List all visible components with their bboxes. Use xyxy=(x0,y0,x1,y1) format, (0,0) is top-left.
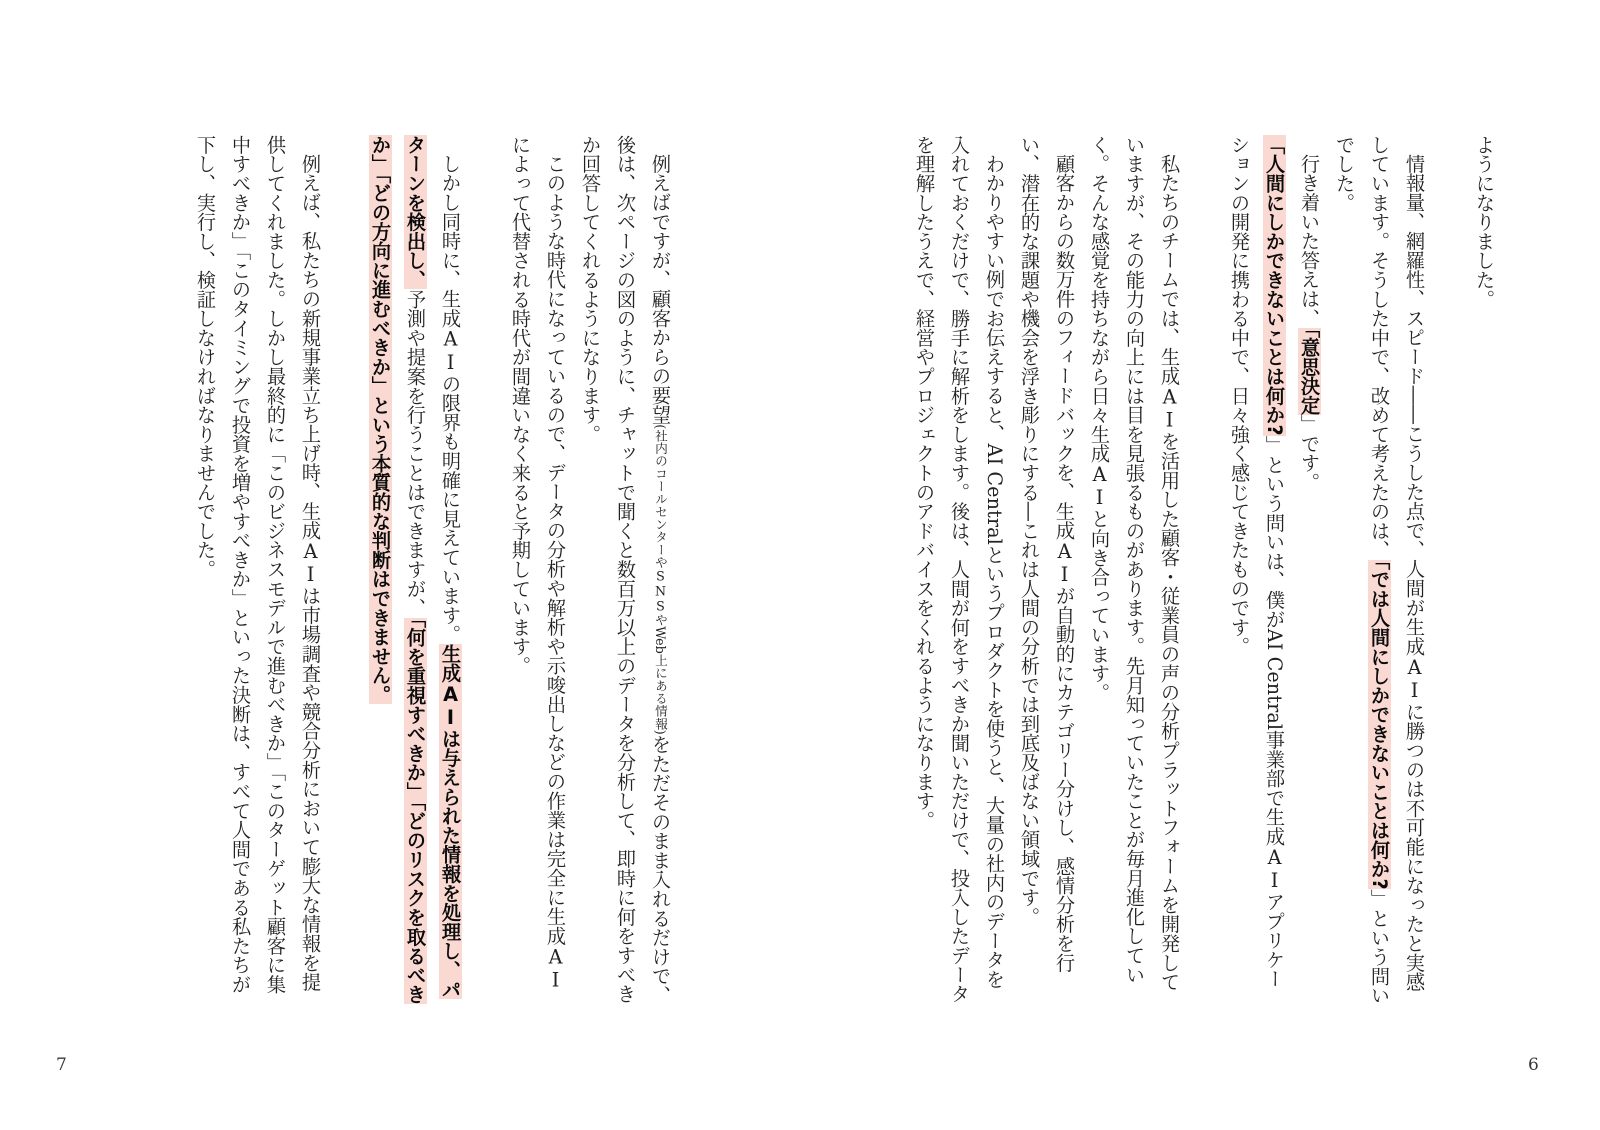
text-run: アプリケーションの開発に携わる中で、日々強く感じてきたものです。 xyxy=(1228,135,1286,989)
text-run: 情報量、網羅性、スピード――こうした点で、人間が生成 xyxy=(1403,154,1426,656)
text-run: このような時代になっているので、データの分析や解析や示唆出しなどの作業は完全に生成 xyxy=(544,154,567,946)
text-run: や xyxy=(653,613,668,627)
text-run: が自動的にカテゴリー分けし、感情分析を行い、潜在的な課題や機会を浮き彫りにする―これは人間の分析では到底及ばない領域です。 xyxy=(1018,135,1076,973)
text-run: AI xyxy=(1053,540,1076,587)
paragraph xyxy=(1082,135,1187,1007)
text-run: AI xyxy=(1403,655,1426,703)
paragraph xyxy=(1467,135,1502,1007)
text-run: AI xyxy=(544,945,567,992)
paragraph xyxy=(503,135,573,1007)
text-run: 」という問いでした。 xyxy=(1333,135,1391,1006)
paragraph xyxy=(907,135,1012,1007)
text-run: AI xyxy=(1263,845,1286,893)
paragraph xyxy=(1327,135,1432,1007)
paragraph xyxy=(1292,135,1327,1007)
text-run: の限界も明確に見えています。 xyxy=(439,374,462,645)
right-page-text-block xyxy=(907,135,1502,1007)
text-run: は市場調査や競合分析において膨大な情報を提供してくれました。しかし最終的に「このビジネスモデルで進むべきか」「このターゲット顧客に集中すべきか」「このタイミングで投資を増やすべきか」といった決断は、すべて人間である私たちが下し、実行し、検証しなければなりませんでした。 xyxy=(194,135,322,994)
text-run: 例えば、私たちの新規事業立ち上げ時、生成 xyxy=(299,154,322,541)
text-run: AI Central xyxy=(1263,628,1286,731)
paragraph xyxy=(188,135,328,1007)
text-run: 上にある情報) xyxy=(653,653,668,735)
text-run: 予測や提案を行うことはできますが、 xyxy=(404,289,427,618)
text-run: SNS xyxy=(653,568,668,614)
text-run: 顧客からの数万件のフィードバックを、生成 xyxy=(1053,154,1076,541)
text-run: AI Central xyxy=(983,443,1006,546)
text-run: AI xyxy=(299,540,322,587)
highlight-run: 「意思決定 xyxy=(1298,327,1321,415)
text-run: 」です。 xyxy=(1298,414,1321,492)
text-run: 行き着いた答えは、 xyxy=(1298,154,1321,328)
text-run: (社内のコールセンターや xyxy=(653,424,668,569)
text-run: AI xyxy=(439,327,462,375)
text-run: によって代替される時代が間違いなく来ると予期しています。 xyxy=(509,135,532,676)
paragraph xyxy=(1012,135,1082,1007)
text-run: に勝つのは不可能になったと実感しています。そうした中で、改めて考えたのは、 xyxy=(1368,135,1426,992)
text-run: Web xyxy=(653,626,668,654)
text-run: AI xyxy=(1088,463,1111,510)
text-run: 」という問いは、僕が xyxy=(1263,435,1286,629)
paragraph xyxy=(363,135,468,1007)
text-run: と向き合っています。 xyxy=(1088,509,1111,703)
text-run: というプロダクトを使うと、大量の社内のデータを入れておくだけで、勝手に解析をします。後は、人間が何をすべきか聞いただけで、投入したデータを理解したうえで、経営やプロジェクトのアドバイスをくれるようになります。 xyxy=(913,135,1006,1004)
text-run: ようになりました。 xyxy=(1473,135,1496,309)
text-run: 私たちのチームでは、生成 xyxy=(1158,154,1181,386)
left-page-number: 7 xyxy=(56,1055,67,1075)
text-run: をただそのまま入れるだけで、後は、次ページの図のように、チャットで聞くと数百万以上のデータを分析して、即時に何をすべきか回答してくれるようになります。 xyxy=(579,135,672,1006)
highlight-run: AI xyxy=(439,682,462,730)
paragraph xyxy=(573,135,678,1007)
highlight-run: 「では人間にしかできないことは何か? xyxy=(1368,559,1391,890)
right-page-number: 6 xyxy=(1528,1055,1539,1075)
highlight-run: は与えられた情報を処理し、パターンを検出し、 xyxy=(404,135,462,1000)
highlight-run: 「人間にしかできないことは何か? xyxy=(1263,135,1286,436)
text-run: を活用した顧客・従業員の声の分析プラットフォームを開発していますが、その能力の向上には目を見張るものがあります。先月知っていたことが毎月進化していく。そんな感覚を持ちながら日々生成 xyxy=(1088,135,1181,992)
text-run: AI xyxy=(1158,385,1181,432)
highlight-run: 生成 xyxy=(439,644,462,683)
text-run: わかりやすい例でお伝えすると、 xyxy=(983,154,1006,444)
text-run: 事業部で生成 xyxy=(1263,730,1286,846)
text-run: しかし同時に、生成 xyxy=(439,154,462,328)
paragraph xyxy=(1222,135,1292,1007)
text-run: 例えばですが、顧客からの要望 xyxy=(649,154,672,425)
left-page-text-block xyxy=(188,135,678,1007)
highlight-run: 「何を重視すべきか」「どのリスクを取るべきか」「どの方向に進むべきか」という本質的な判断はできません。 xyxy=(369,135,427,1004)
